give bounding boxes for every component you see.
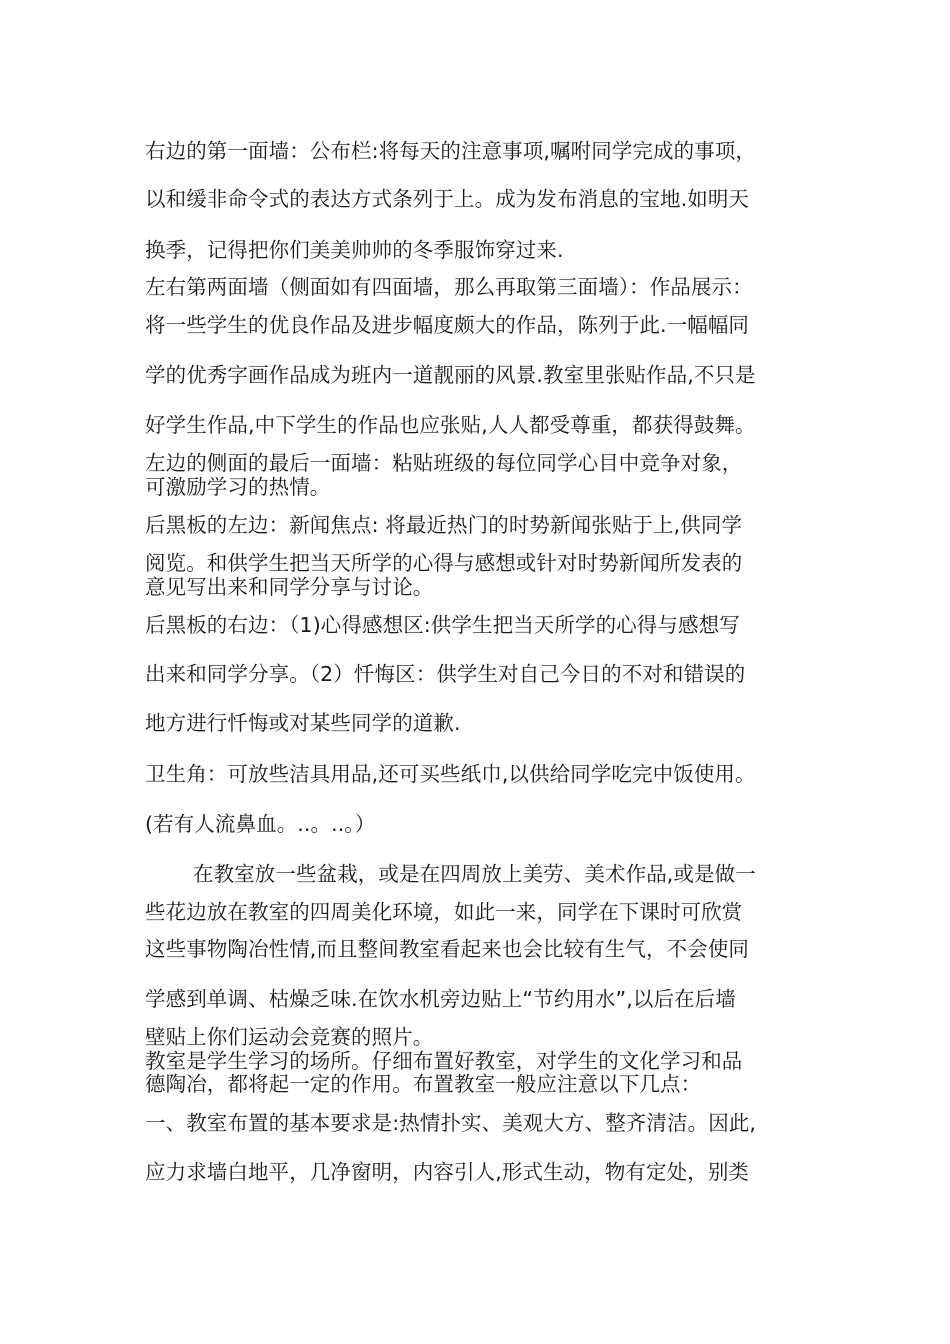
text-line: 学感到单调、枯燥乏味.在饮水机旁边贴上“节约用水”,以后在后墙 bbox=[145, 987, 736, 1011]
text-line: 左边的侧面的最后一面墙：粘贴班级的每位同学心目中竞争对象， bbox=[145, 451, 743, 475]
text-line: 后黑板的右边：（1)心得感想区:供学生把当天所学的心得与感想写 bbox=[145, 613, 740, 637]
text-line: 可激励学习的热情。 bbox=[145, 475, 331, 499]
text-line: 卫生角：可放些洁具用品,还可买些纸巾,以供给同学吃完中饭使用。 bbox=[145, 762, 756, 786]
text-line: 阅览。和供学生把当天所学的心得与感想或针对时势新闻所发表的 bbox=[145, 551, 743, 575]
text-line: 换季，记得把你们美美帅帅的冬季服饰穿过来. bbox=[145, 238, 564, 262]
text-line: 右边的第一面墙：公布栏:将每天的注意事项,嘱咐同学完成的事项， bbox=[145, 139, 757, 163]
text-line: 教室是学生学习的场所。仔细布置好教室，对学生的文化学习和品 bbox=[145, 1049, 743, 1073]
text-line: 将一些学生的优良作品及进步幅度颇大的作品，陈列于此.一幅幅同 bbox=[145, 313, 750, 337]
text-line: 应力求墙白地平，几净窗明，内容引人,形式生动，物有定处，别类 bbox=[145, 1160, 750, 1184]
text-line: 壁贴上你们运动会竞赛的照片。 bbox=[145, 1025, 434, 1049]
text-line: 好学生作品,中下学生的作品也应张贴,人人都受尊重，都获得鼓舞。 bbox=[145, 413, 756, 437]
text-line: 左右第两面墙（侧面如有四面墙，那么再取第三面墙）：作品展示： bbox=[145, 275, 753, 299]
text-line: 以和缓非命令式的表达方式条列于上。成为发布消息的宝地.如明天 bbox=[145, 187, 750, 211]
text-line: 些花边放在教室的四周美化环境，如此一来，同学在下课时可欣赏 bbox=[145, 900, 743, 924]
text-line: 这些事物陶冶性情,而且整间教室看起来也会比较有生气，不会使同 bbox=[145, 937, 750, 961]
text-line: 一、教室布置的基本要求是:热情扑实、美观大方、整齐清洁。因此, bbox=[145, 1111, 757, 1135]
text-line: 后黑板的左边：新闻焦点: 将最近热门的时势新闻张贴于上,供同学 bbox=[145, 513, 743, 537]
text-line: 出来和同学分享。（2）忏悔区：供学生对自己今日的不对和错误的 bbox=[145, 662, 746, 686]
text-line: 意见写出来和同学分享与讨论。 bbox=[145, 575, 434, 599]
text-line: 地方进行忏悔或对某些同学的道歉. bbox=[145, 711, 461, 735]
text-line: (若有人流鼻血。..。..。） bbox=[145, 812, 376, 836]
text-line: 德陶冶，都将起一定的作用。布置教室一般应注意以下几点： bbox=[145, 1072, 702, 1096]
text-line: 学的优秀字画作品成为班内一道靓丽的风景.教室里张贴作品,不只是 bbox=[145, 363, 756, 387]
text-line-indented: 在教室放一些盆栽，或是在四周放上美劳、美术作品,或是做一 bbox=[193, 862, 756, 886]
